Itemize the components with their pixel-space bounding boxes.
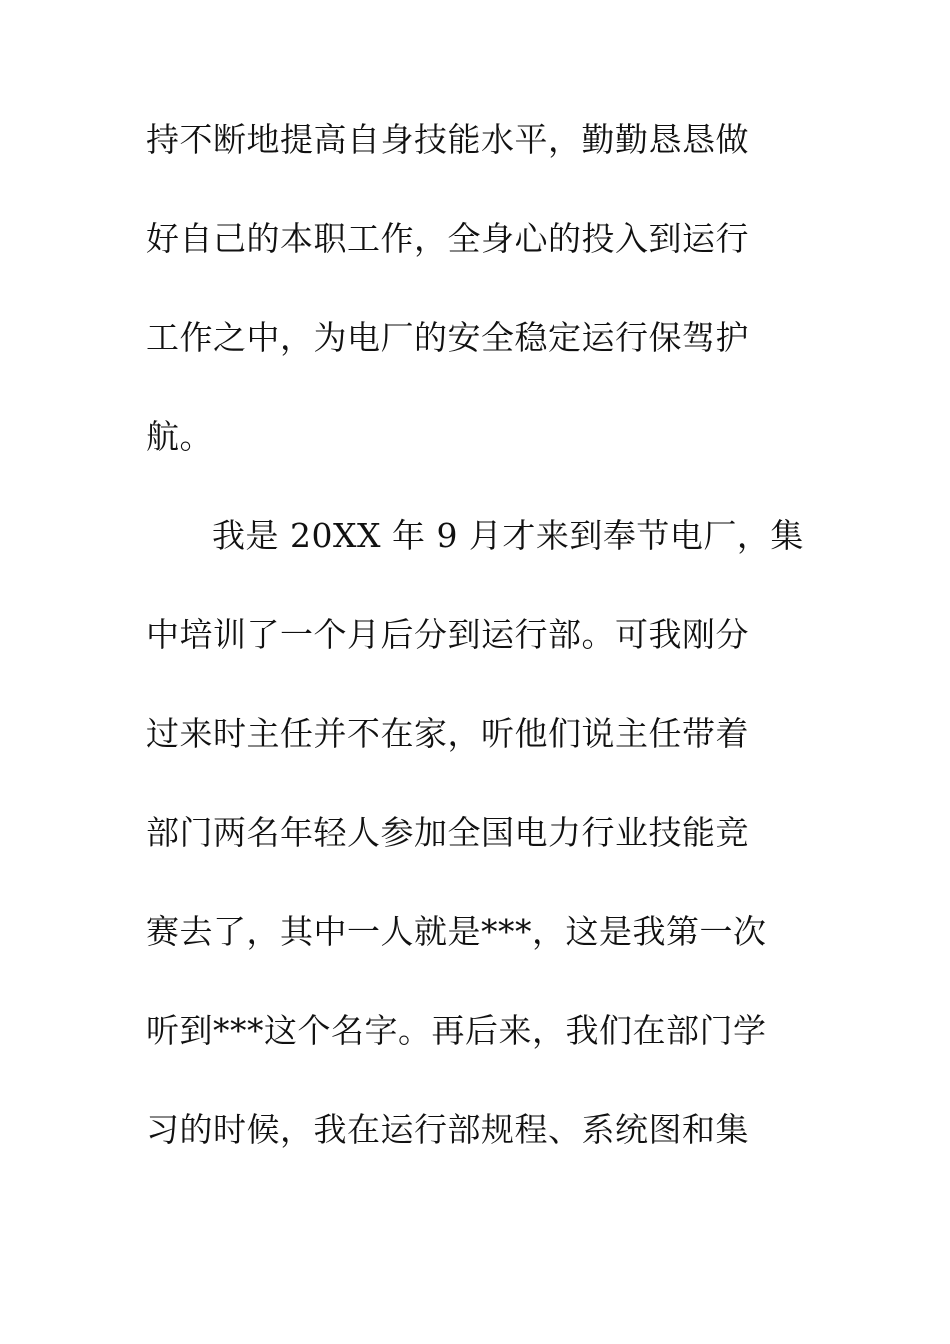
text-line: 习的时候，我在运行部规程、系统图和集: [146, 1110, 749, 1149]
text-line: 中培训了一个月后分到运行部。可我刚分: [146, 615, 749, 654]
body-text: [146, 120, 806, 1212]
text-line: 赛去了，其中一人就是***，这是我第一次: [146, 912, 767, 951]
text-line: 听到***这个名字。再后来，我们在部门学: [146, 1011, 767, 1050]
text-line: 过来时主任并不在家，听他们说主任带着: [146, 714, 749, 753]
paragraph-2: [146, 516, 806, 1149]
text-line: 航。: [146, 417, 213, 456]
text-line: 工作之中，为电厂的安全稳定运行保驾护: [146, 318, 749, 357]
paragraph-1: [146, 120, 806, 456]
text-line: 好自己的本职工作，全身心的投入到运行: [146, 219, 749, 258]
text-line: 我是 20XX 年 9 月才来到奉节电厂，集: [212, 516, 804, 555]
text-line: 持不断地提高自身技能水平，勤勤恳恳做: [146, 120, 749, 159]
text-line: 部门两名年轻人参加全国电力行业技能竞: [146, 813, 749, 852]
